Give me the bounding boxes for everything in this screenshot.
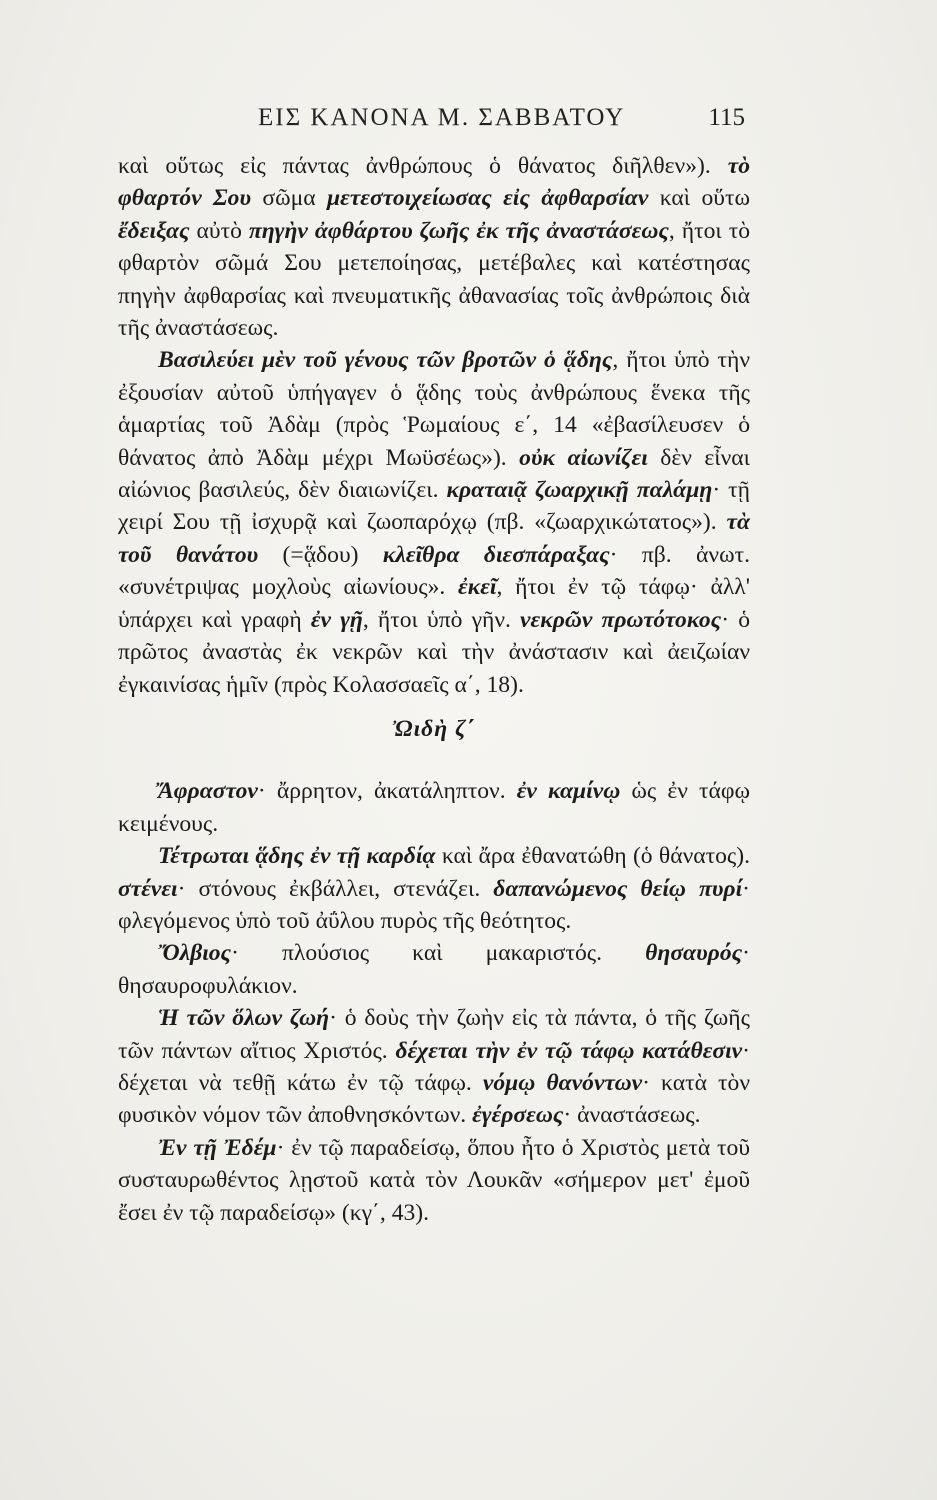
text-run: · θησαυροφυλάκιον. <box>118 940 750 999</box>
text-run: , ἤτοι ἐν τῷ τάφῳ· ἀλλ' ὑπάρχει καὶ γραφὴ <box>118 574 750 633</box>
paragraph-2 <box>118 344 750 700</box>
lemma: ἐν γῇ <box>310 606 363 633</box>
ode-title: Ὠιδὴ ζ΄ <box>392 715 476 742</box>
text-run: , ἤτοι ὑπὸ τὴν ἐξουσίαν αὐτοῦ ὑπήγαγεν ὁ ᾅδης τοὺς ἀνθρώπους ἕνεκα τῆς ἁμαρτίας τοῦ Ἀδὰμ (πρὸς Ῥωμαίους ε΄, 14 «ἐβασίλευσεν ὁ θάνατος ἀπὸ Ἀδὰμ μέχρι Μωϋσέως»). <box>118 347 751 471</box>
lemma: κραταιᾷ ζωαρχικῇ παλάμῃ <box>446 477 713 504</box>
text-run: αὐτὸ <box>189 217 249 244</box>
lemma: τὰ τοῦ θανάτου <box>118 509 750 568</box>
text-run: καὶ ἄρα ἐθανατώθη (ὁ θάνατος). <box>435 843 751 870</box>
text-run: · τῇ χειρί Σου τῇ ἰσχυρᾷ καὶ ζωοπαρόχῳ (πβ. «ζωαρχικώτατος»). <box>118 477 751 536</box>
paragraph-3 <box>118 775 750 840</box>
paragraph-6 <box>118 1002 750 1132</box>
lemma: ἔδειξας <box>118 217 190 244</box>
lemma: ἐκεῖ <box>458 574 497 601</box>
text-run: · πλούσιος καὶ μακαριστός. <box>231 940 646 967</box>
lemma: δαπανώμενος θείῳ πυρί <box>493 875 743 902</box>
running-head: ΕΙΣ ΚΑΝΟΝΑ Μ. ΣΑΒΒΑΤΟΥ <box>258 104 626 131</box>
text-run: · ἐν τῷ παραδείσῳ, ὅπου ἦτο ὁ Χριστὸς μετὰ τοῦ συσταυρωθέντος λῃστοῦ κατὰ τὸν Λουκᾶν «σήμερον μετ' ἐμοῦ ἔσει ἐν τῷ παραδείσῳ» (κγ΄, 43). <box>118 1134 751 1226</box>
paragraph-5 <box>118 937 750 1002</box>
page-header <box>0 100 937 140</box>
commentary-text <box>118 150 750 1229</box>
text-run: · δέχεται νὰ τεθῇ κάτω ἐν τῷ τάφῳ. <box>118 1037 750 1096</box>
lemma: Ἡ τῶν ὅλων ζωή <box>158 1005 330 1032</box>
text-run: ὡς ἐν τάφῳ κειμένους. <box>118 778 750 837</box>
paragraph-1 <box>118 150 750 344</box>
lemma: μετεστοιχείωσας εἰς ἀφθαρσίαν <box>327 185 649 212</box>
lemma: νεκρῶν πρωτότοκος <box>520 606 722 633</box>
text-run: · ὁ δοὺς τὴν ζωὴν εἰς τὰ πάντα, ὁ τῆς ζωῆς τῶν πάντων αἴτιος Χριστός. <box>118 1005 750 1064</box>
page-number: 115 <box>708 104 745 131</box>
text-run: καὶ οὕτω <box>648 185 750 212</box>
text-run: , ἤτοι ὑπὸ γῆν. <box>362 606 521 633</box>
text-run: (=ᾅδου) <box>258 541 383 568</box>
paragraph-7 <box>118 1132 750 1229</box>
text-run: · πβ. ἀνωτ. «συνέτριψας μοχλοὺς αἰωνίους». <box>118 541 750 601</box>
lemma: οὐκ αἰωνίζει <box>519 444 648 471</box>
lemma: στένει <box>118 875 178 902</box>
paragraph-4 <box>118 840 750 937</box>
text-run: · ἄρρητον, ἀκατάληπτον. <box>257 778 517 805</box>
lemma: Βασιλεύει μὲν τοῦ γένους τῶν βροτῶν ὁ ᾅδης <box>158 347 613 374</box>
lemma: κλεῖθρα διεσπάραξας <box>382 541 610 568</box>
lemma: ἐν καμίνῳ <box>516 778 621 805</box>
text-run: · κατὰ τὸν φυσικὸν νόμον τῶν ἀποθνησκόντων. <box>118 1069 750 1129</box>
text-run: · στόνους ἐκβάλλει, στενάζει. <box>177 875 494 902</box>
lemma: νόμῳ θανόντων <box>482 1069 643 1096</box>
lemma: πηγὴν ἀφθάρτου ζωῆς ἐκ τῆς ἀναστάσεως <box>248 217 669 244</box>
lemma: Ὄλβιος <box>158 940 232 967</box>
text-run: σῶμα <box>251 185 328 212</box>
lemma: θησαυρός <box>645 940 743 967</box>
lemma: Ἄφραστον <box>158 778 258 805</box>
text-run: · ὁ πρῶτος ἀναστὰς ἐκ νεκρῶν καὶ τὴν ἀνάστασιν καὶ ἀειζωίαν ἐγκαινίσας ἡμῖν (πρὸς Κολασσαεῖς α΄, 18). <box>118 606 751 698</box>
lemma: δέχεται τὴν ἐν τῷ τάφῳ κατάθεσιν <box>395 1037 743 1064</box>
lemma: ἐγέρσεως <box>472 1102 564 1129</box>
text-run: · ἀναστάσεως. <box>563 1102 701 1129</box>
text-run: καὶ οὕτως εἰς πάντας ἀνθρώπους ὁ θάνατος διῆλθεν»). <box>118 153 728 179</box>
text-run: δὲν εἶναι αἰώνιος βασιλεύς, δὲν διαιωνίζει. <box>118 444 750 504</box>
text-run: · φλεγόμενος ὑπὸ τοῦ ἀΰλου πυρὸς τῆς θεότητος. <box>118 875 750 934</box>
text-run: , ἤτοι τὸ φθαρτὸν σῶμά Σου μετεποίησας, μετέβαλες καὶ κατέστησας πηγὴν ἀφθαρσίας καὶ πνευματικῆς ἀθανασίας τοῖς ἀνθρώποις διὰ τῆς ἀναστάσεως. <box>118 217 750 342</box>
lemma: τὸ φθαρτόν Σου <box>118 153 750 212</box>
lemma: Τέτρωται ᾅδης ἐν τῇ καρδίᾳ <box>158 843 436 870</box>
lemma: Ἐν τῇ Ἐδέμ <box>158 1134 277 1161</box>
